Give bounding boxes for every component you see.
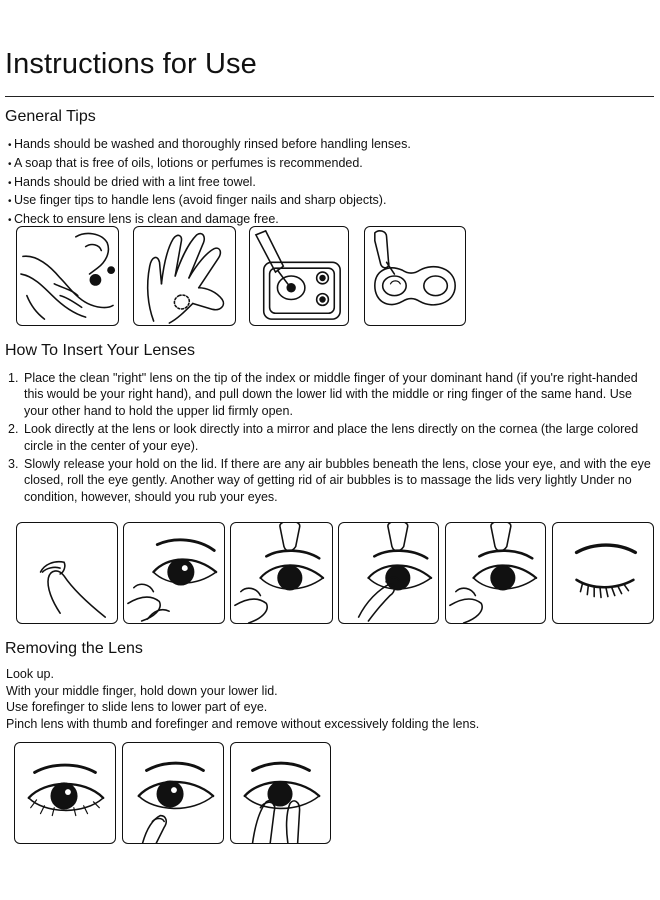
open-eye-illustration [123, 522, 225, 624]
removing-heading: Removing the Lens [5, 640, 143, 657]
general-tips-heading: General Tips [5, 108, 96, 125]
hand-washing-illustration [16, 226, 119, 326]
closed-eye-illustration [552, 522, 654, 624]
removing-line: Look up. [6, 667, 54, 681]
removing-line: Pinch lens with thumb and forefinger and remove without excessively folding the lens. [6, 716, 480, 731]
step-number: 3. [8, 457, 19, 472]
insert-step [8, 456, 654, 505]
tip-item: • Hands should be washed and thoroughly rinsed before handling lenses. [8, 136, 411, 155]
release-lid-illustration [445, 522, 546, 624]
step-number: 2. [8, 422, 19, 437]
step-text: Place the clean "right" lens on the tip of the index or middle finger of your dominant hand (if you're right-handed this would be your right hand), and pull down the lower lid with the middle or ring finger of the same hand. Use your other hand to hold the upper lid firmly open. [24, 371, 638, 418]
page-title: Instructions for Use [5, 48, 257, 80]
title-divider [5, 96, 654, 97]
hand-drying-illustration [133, 226, 236, 326]
removing-line: Use forefinger to slide lens to lower part of eye. [6, 700, 268, 715]
step-text: Look directly at the lens or look directly into a mirror and place the lens directly on the cornea (the large colored circle in the center of your eye). [24, 422, 639, 453]
general-tips-list [8, 136, 411, 230]
tip-item: • Check to ensure lens is clean and damage free. [8, 211, 411, 230]
step-number: 1. [8, 371, 19, 385]
tip-item: • A soap that is free of oils, lotions or perfumes is recommended. [8, 155, 411, 174]
lens-storage-illustration [364, 226, 466, 326]
step-text: Slowly release your hold on the lid. If there are any air bubbles beneath the lens, close your eye, and with the eye closed, roll the eye gently. Another way of getting rid of air bubbles is to massage the lids very lightly Under no condition, however, should you rub your eyes. [24, 457, 651, 504]
insert-steps-list [8, 370, 654, 507]
pinch-lens-illustration [230, 742, 331, 844]
insert-step [8, 421, 654, 454]
lift-upper-lid-illustration [230, 522, 333, 624]
removing-line: With your middle finger, hold down your lower lid. [6, 683, 278, 698]
insert-step [8, 370, 654, 419]
hold-lower-lid-illustration [122, 742, 224, 844]
lens-on-finger-illustration [16, 522, 118, 624]
removing-steps [6, 666, 646, 732]
lens-case-illustration [249, 226, 349, 326]
tip-item: • Hands should be dried with a lint free towel. [8, 174, 411, 193]
look-up-illustration [14, 742, 116, 844]
tip-item: • Use finger tips to handle lens (avoid finger nails and sharp objects). [8, 192, 411, 211]
insert-heading: How To Insert Your Lenses [5, 342, 196, 359]
place-lens-illustration [338, 522, 439, 624]
